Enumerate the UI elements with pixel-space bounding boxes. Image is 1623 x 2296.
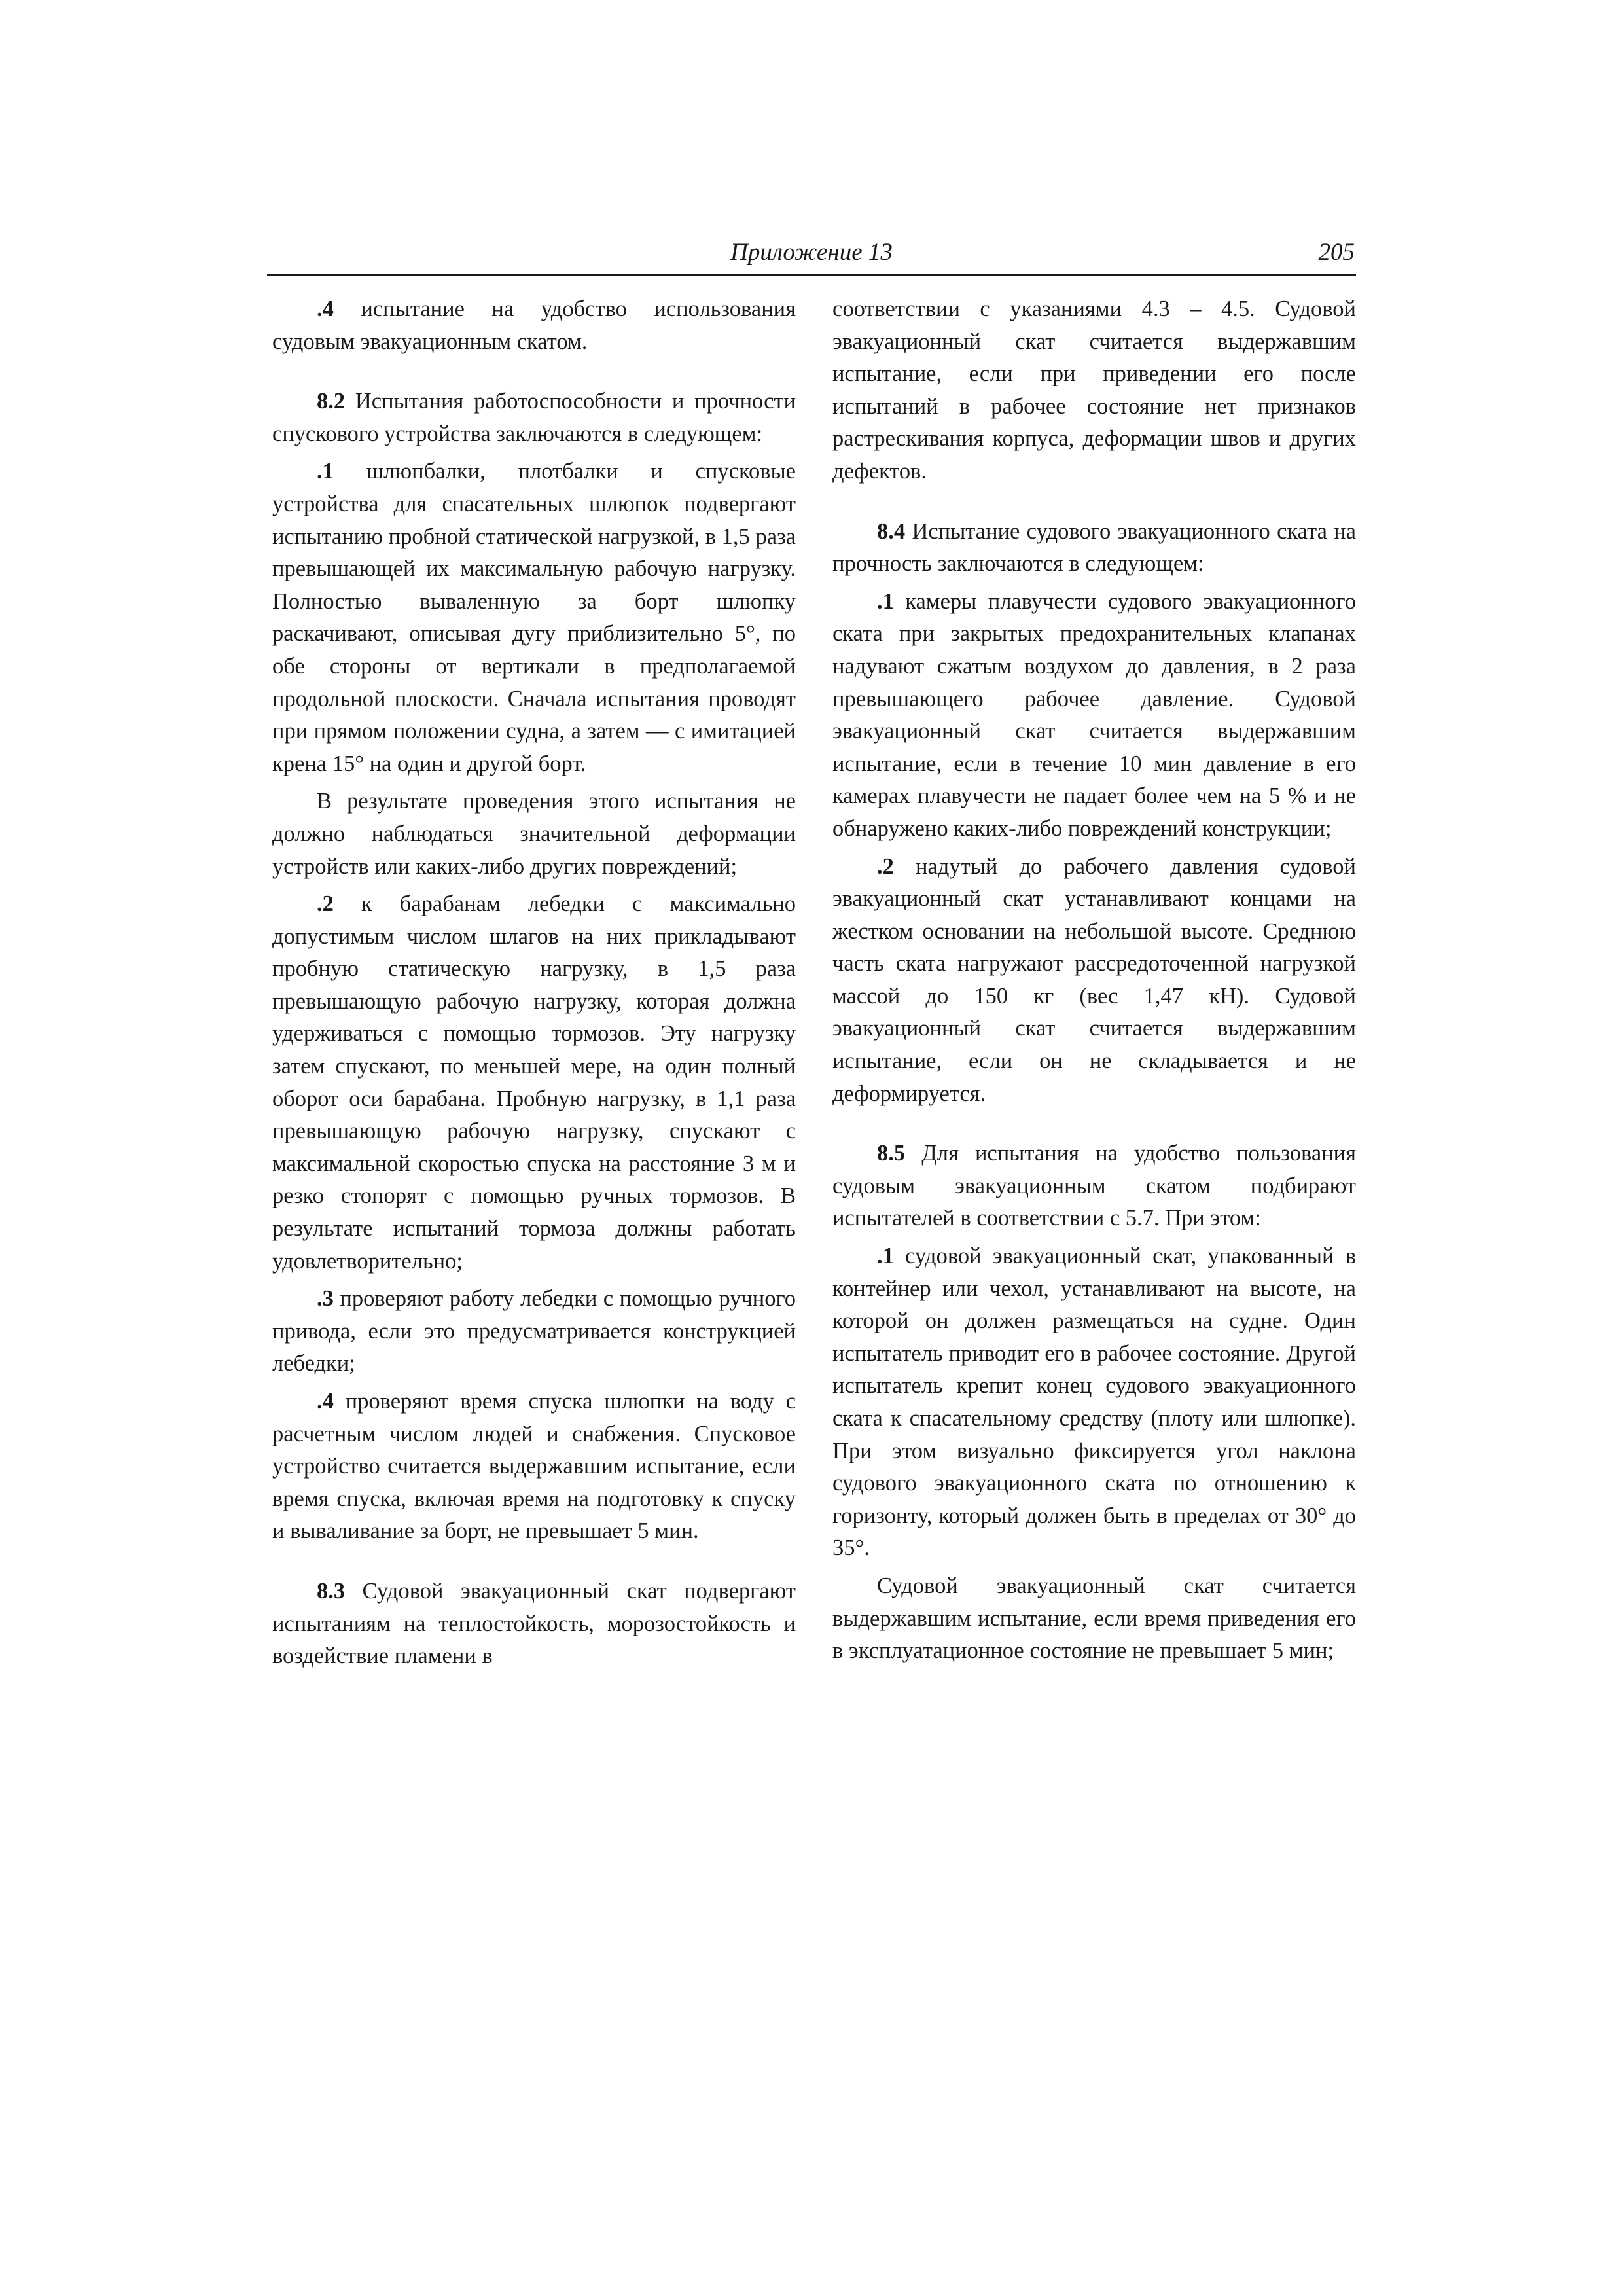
left-column bbox=[272, 293, 796, 1678]
paragraph-text: В результате проведения этого испытания не должно наблюдаться значительной деформации устройств или каких-либо других повреждений; bbox=[272, 789, 796, 879]
item-number: .1 bbox=[877, 588, 894, 614]
paragraph bbox=[272, 293, 796, 358]
paragraph bbox=[272, 785, 796, 883]
item-number: .1 bbox=[877, 1244, 894, 1269]
section-number: 8.4 bbox=[877, 518, 906, 544]
header-title: Приложение 13 bbox=[730, 239, 893, 266]
paragraph-text: судовой эвакуационный скат, упакованный в контейнер или чехол, устанавливают на высоте, на которой он должен размещаться на судне. Один испытатель приводит его в рабочее состояние. Другой испытатель крепит конец судового эвакуационного ската к спасательному средству (плоту или шлюпке). При этом визуально фиксируется угол наклона судового эвакуационного ската по отношению к горизонту, который должен быть в пределах от 30° до 35°. bbox=[832, 1244, 1356, 1561]
paragraph bbox=[832, 1240, 1356, 1565]
paragraph-text: шлюпбалки, плотбалки и спусковые устройства для спасательных шлюпок подвергают испытанию пробной статической нагрузкой, в 1,5 раза превышающей их максимальную рабочую нагрузку. Полностью вываленную за борт шлюпку раскачивают, описывая дугу приблизительно 5°, по обе стороны от вертикали в предполагаемой продольной плоскости. Сначала испытания проводят при прямом положении судна, а затем — с имитацией крена 15° на один и другой борт. bbox=[272, 459, 796, 776]
running-header bbox=[267, 237, 1356, 276]
paragraph bbox=[832, 1570, 1356, 1668]
paragraph-text: Судовой эвакуационный скат считается выдержавшим испытание, если время приведения его в эксплуатационное состояние не превышает 5 мин; bbox=[832, 1573, 1356, 1664]
item-number: .3 bbox=[317, 1286, 334, 1312]
section-number: 8.2 bbox=[317, 389, 346, 414]
page-number: 205 bbox=[1318, 239, 1355, 266]
paragraph bbox=[272, 1386, 796, 1548]
paragraph-text: камеры плавучести судового эвакуационного ската при закрытых предохранительных клапанах надувают сжатым воздухом до давления, в 2 раза превышающего рабочее давление. Судовой эвакуационный скат считается выдержавшим испытание, если в течение 10 мин давление в его камерах плавучести не падает более чем на 5 % и не обнаружено каких-либо повреждений конструкции; bbox=[832, 588, 1356, 841]
paragraph-text: проверяют работу лебедки с помощью ручного привода, если это предусматривается конструкцией лебедки; bbox=[272, 1286, 796, 1376]
paragraph-text: Испытания работоспособности и прочности спускового устройства заключаются в следующем: bbox=[272, 389, 796, 446]
paragraph-text: Судовой эвакуационный скат подвергают испытаниям на теплостойкость, морозостойкость и воздействие пламени в bbox=[272, 1578, 796, 1669]
paragraph-text: проверяют время спуска шлюпки на воду с расчетным числом людей и снабжения. Спусковое устройство считается выдержавшим испытание, если время спуска, включая время на подготовку к спуску и вываливание за борт, не превышает 5 мин. bbox=[272, 1389, 796, 1544]
paragraph bbox=[272, 456, 796, 780]
section-number: 8.5 bbox=[877, 1141, 906, 1166]
item-number: .2 bbox=[877, 853, 894, 879]
paragraph bbox=[832, 586, 1356, 846]
right-column bbox=[832, 293, 1356, 1673]
paragraph bbox=[832, 851, 1356, 1111]
paragraph bbox=[272, 1283, 796, 1380]
paragraph bbox=[272, 1575, 796, 1673]
item-number: .4 bbox=[317, 1389, 334, 1414]
paragraph bbox=[272, 386, 796, 450]
paragraph-text: Для испытания на удобство пользования судовым эвакуационным скатом подбирают испытателей в соответствии с 5.7. При этом: bbox=[832, 1141, 1356, 1231]
paragraph bbox=[832, 293, 1356, 488]
item-number: .1 bbox=[317, 459, 334, 484]
paragraph bbox=[832, 516, 1356, 581]
paragraph-text: к барабанам лебедки с максимально допустимым числом шлагов на них прикладывают пробную статическую нагрузку, в 1,5 раза превышающую рабочую нагрузку, которая должна удерживаться с помощью тормозов. Эту нагрузку затем спускают, по меньшей мере, на один полный оборот оси барабана. Пробную нагрузку, в 1,1 раза превышающую рабочую нагрузку, спускают с максимальной скоростью спуска на расстояние 3 м и резко стопорят с помощью ручных тормозов. В результате испытаний тормоза должны работать удовлетворительно; bbox=[272, 891, 796, 1274]
paragraph bbox=[272, 888, 796, 1278]
item-number: .4 bbox=[317, 296, 334, 321]
paragraph-text: надутый до рабочего давления судовой эвакуационный скат устанавливают концами на жестком основании на небольшой высоте. Среднюю часть ската нагружают рассредоточенной нагрузкой массой до 150 кг (вес 1,47 кН). Судовой эвакуационный скат считается выдержавшим испытание, если он не складывается и не деформируется. bbox=[832, 853, 1356, 1106]
paragraph-text: Испытание судового эвакуационного ската на прочность заключаются в следующем: bbox=[832, 518, 1356, 577]
paragraph-text: испытание на удобство использования судовым эвакуационным скатом. bbox=[272, 296, 796, 354]
item-number: .2 bbox=[317, 891, 334, 917]
paragraph-text: соответствии с указаниями 4.3 – 4.5. Судовой эвакуационный скат считается выдержавшим испытание, если при приведении его после испытаний в рабочее состояние нет признаков растрескивания корпуса, деформации швов и других дефектов. bbox=[832, 296, 1356, 484]
paragraph bbox=[832, 1138, 1356, 1235]
section-number: 8.3 bbox=[317, 1578, 346, 1604]
